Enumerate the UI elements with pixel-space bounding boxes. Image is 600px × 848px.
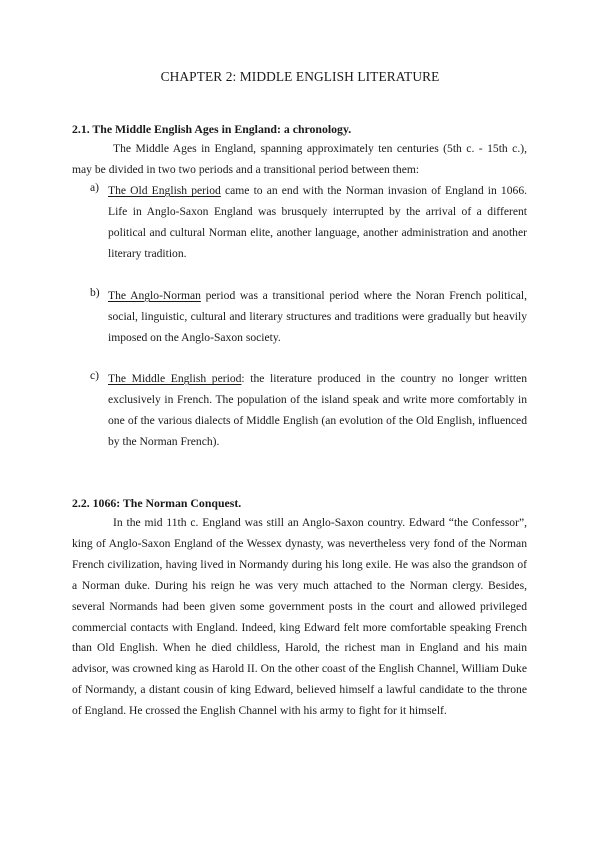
section-heading-2-2: 2.2. 1066: The Norman Conquest. <box>72 496 242 510</box>
list-marker: b) <box>90 286 100 299</box>
list-marker: c) <box>90 369 100 382</box>
list-item-body <box>108 286 527 349</box>
list-item-text: period was a transitional period where the Noran French political, social, linguistic, cultural and literary structures and traditions were gradually but heavily imposed on the Anglo-Saxon society. <box>108 289 527 344</box>
list-item-term: The Anglo-Norman <box>108 289 201 302</box>
section-2-1-intro: The Middle Ages in England, spanning approximately ten centuries (5th c. - 15th c.), may be divided in two two periods and a transitional period between them: <box>72 142 527 176</box>
list-item-body <box>108 181 527 265</box>
section-2-2-body: In the mid 11th c. England was still an Anglo-Saxon country. Edward “the Confessor”, king of Anglo-Saxon England of the Wessex dynasty, was nevertheless very fond of the Norman French civilization, having lived in Normandy during his long exile. He was also the grandson of a Norman duke. During his reign he was very much attached to the Norman clergy. Besides, several Normands had been given some government posts in the court and allowed privileged commercial contacts with England. Indeed, king Edward felt more comfortable speaking French than Old English. When he died childless, Harold, the richest man in England and his main advisor, was crowned king as Harold II. On the other coast of the English Channel, William Duke of Normandy, a distant cousin of king Edward, believed himself a lawful candidate to the throne of England. He crossed the English Channel with his army to fight for it himself. <box>72 516 527 718</box>
list-item-a <box>72 181 527 265</box>
list-item-c <box>72 369 527 453</box>
list-item-term: The Middle English period <box>108 372 242 385</box>
list-item-text: came to an end with the Norman invasion of England in 1066. Life in Anglo-Saxon England was brusquely interrupted by the arrival of a different political and cultural Norman elite, another language, another administration and another literary tradition. <box>108 184 528 260</box>
chapter-title: CHAPTER 2: MIDDLE ENGLISH LITERATURE <box>160 69 440 84</box>
list-item-body <box>108 369 527 453</box>
section-heading-2-1: 2.1. The Middle English Ages in England: a chronology. <box>72 122 352 136</box>
list-marker: a) <box>90 181 100 194</box>
list-item-b <box>72 286 527 349</box>
list-item-term: The Old English period <box>108 184 221 197</box>
list-item-text: : the literature produced in the country no longer written exclusively in French. The population of the island speak and write more comfortably in one of the various dialects of Middle English (an evolution of the Old English, influenced by the Norman French). <box>108 372 527 448</box>
